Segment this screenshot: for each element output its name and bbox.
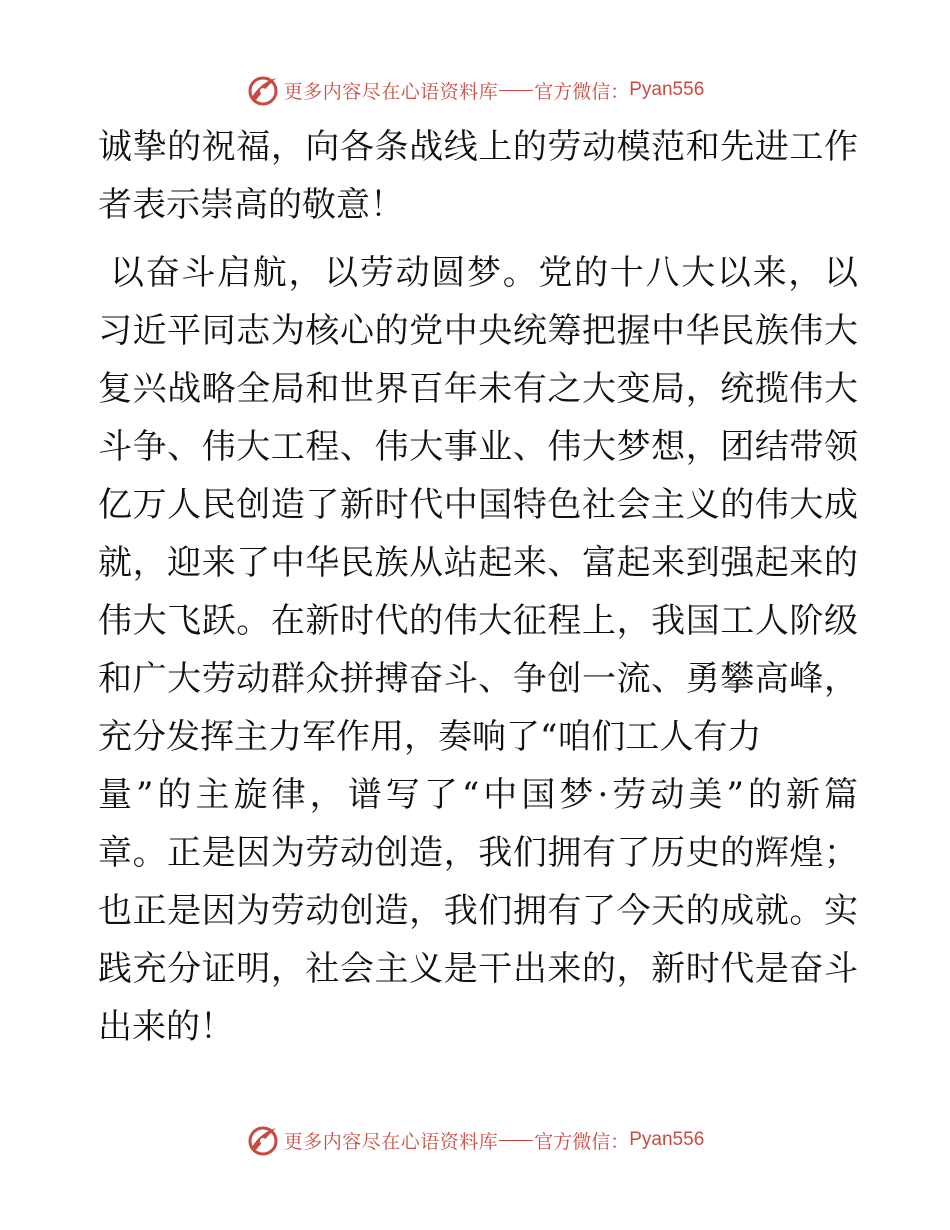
text-line: 亿万人民创造了新时代中国特色社会主义的伟大成	[98, 485, 858, 525]
text-line: 斗争、伟大工程、伟大事业、伟大梦想，团结带领	[98, 427, 858, 467]
paragraph-1	[98, 118, 858, 234]
document-body	[98, 118, 858, 1056]
watermark-text: 更多内容尽在心语资料库	[283, 80, 499, 103]
footer-watermark	[0, 1120, 950, 1160]
text-line: 充分发挥主力军作用，奏响了“咱们工人有力	[98, 717, 762, 757]
watermark-wechat-label: 官方微信：	[534, 80, 630, 103]
text-line: 就，迎来了中华民族从站起来、富起来到强起来的	[98, 543, 858, 583]
pen-in-circle-icon	[246, 73, 280, 107]
watermark-dash	[499, 90, 533, 91]
text-line: 伟大飞跃。在新时代的伟大征程上，我国工人阶级	[98, 601, 858, 641]
text-line: 也正是因为劳动创造，我们拥有了今天的成就。实	[98, 891, 858, 931]
watermark-dash	[499, 1140, 533, 1141]
watermark-wechat-id: Pyan556	[629, 1129, 705, 1150]
watermark-wechat-label: 官方微信：	[534, 1130, 630, 1153]
text-line: 诚挚的祝福，向各条战线上的劳动模范和先进工作	[98, 127, 858, 167]
pen-in-circle-icon	[246, 1123, 280, 1157]
text-line: 出来的！	[98, 1007, 234, 1047]
text-line: 和广大劳动群众拼搏奋斗、争创一流、勇攀高峰，	[98, 659, 858, 699]
header-watermark	[0, 70, 950, 110]
text-line: 章。正是因为劳动创造，我们拥有了历史的辉煌；	[98, 833, 858, 873]
watermark-text: 更多内容尽在心语资料库	[283, 1130, 499, 1153]
text-line: 践充分证明，社会主义是干出来的，新时代是奋斗	[98, 949, 858, 989]
text-line: 量”的主旋律，谱写了“中国梦·劳动美”的新篇	[98, 775, 858, 815]
paragraph-2	[98, 244, 858, 1056]
text-line: 以奋斗启航，以劳动圆梦。党的十八大以来，以	[110, 253, 858, 293]
text-line: 习近平同志为核心的党中央统筹把握中华民族伟大	[98, 311, 858, 351]
watermark-wechat-id: Pyan556	[629, 79, 705, 100]
text-line: 复兴战略全局和世界百年未有之大变局，统揽伟大	[98, 369, 858, 409]
text-line: 者表示崇高的敬意！	[98, 185, 404, 225]
